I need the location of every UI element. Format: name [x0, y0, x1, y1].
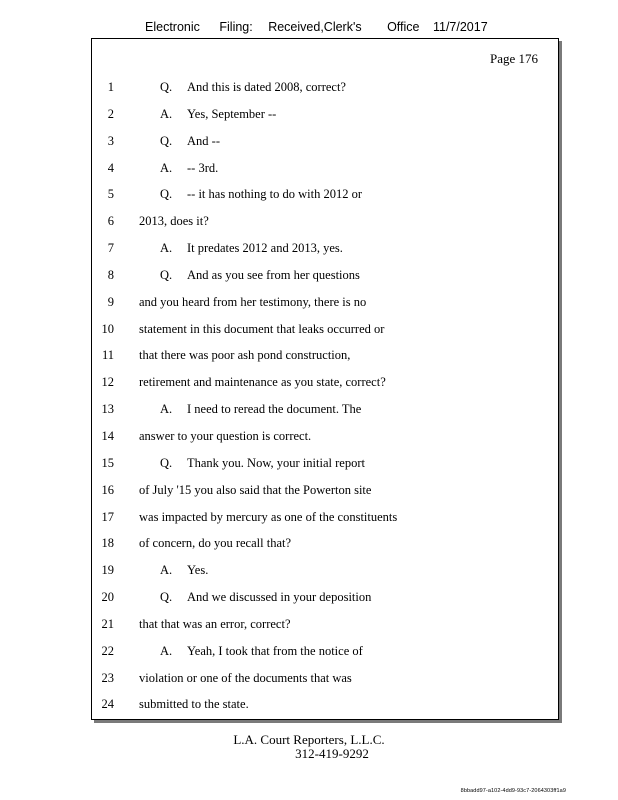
line-number: 9: [107, 294, 114, 309]
transcript-page: [91, 38, 559, 720]
transcript-line: [92, 557, 558, 584]
line-content: I need to reread the document. The: [187, 402, 362, 417]
transcript-line: [92, 369, 558, 396]
transcript-line: [92, 235, 558, 262]
transcript-line: [92, 289, 558, 316]
line-text: [160, 557, 208, 584]
line-text: [139, 611, 291, 638]
line-content: answer to your question is correct.: [139, 428, 312, 443]
transcript-line: [92, 530, 558, 557]
transcript-line: [92, 450, 558, 477]
line-text: [160, 74, 346, 101]
line-content: Thank you. Now, your initial report: [187, 455, 365, 470]
line-content: It predates 2012 and 2013, yes.: [187, 241, 343, 256]
line-text: [139, 208, 209, 235]
filing-header-electronic: Electronic: [145, 20, 200, 34]
speaker-label: Q.: [160, 133, 173, 148]
speaker-label: Q.: [160, 455, 173, 470]
speaker-label: A.: [160, 643, 173, 658]
line-number: 8: [107, 267, 114, 282]
line-number: 1: [107, 80, 114, 94]
line-text: [160, 155, 218, 182]
line-content: statement in this document that leaks occurred or: [139, 321, 385, 336]
line-text: [139, 504, 397, 531]
line-text: [139, 530, 291, 557]
speaker-label: A.: [160, 402, 173, 417]
line-text: [139, 369, 386, 396]
line-content: And this is dated 2008, correct?: [187, 80, 346, 94]
line-content: -- 3rd.: [187, 160, 219, 175]
line-content: of concern, do you recall that?: [139, 536, 292, 551]
transcript-line: [92, 342, 558, 369]
line-content: retirement and maintenance as you state, correct?: [139, 375, 386, 390]
footer-company: L.A. Court Reporters, L.L.C.: [233, 732, 385, 747]
speaker-label: A.: [160, 241, 173, 256]
document-id: 8bbadd97-a102-4dd9-93c7-2064303ff1a9: [460, 788, 566, 794]
transcript-body: [92, 74, 558, 718]
line-text: [160, 181, 362, 208]
filing-header-received: Received,Clerk's: [268, 20, 362, 34]
line-content: -- it has nothing to do with 2012 or: [187, 187, 362, 202]
line-number: 23: [101, 670, 114, 685]
line-number: 20: [101, 590, 114, 605]
line-number: 12: [101, 375, 114, 390]
line-number: 7: [107, 241, 114, 256]
line-number: 2: [107, 106, 114, 121]
line-content: Yes.: [187, 563, 209, 578]
transcript-line: [92, 584, 558, 611]
speaker-label: A.: [160, 160, 173, 175]
line-number: 5: [107, 187, 114, 202]
footer: [0, 733, 618, 761]
line-content: And --: [187, 133, 220, 148]
speaker-label: Q.: [160, 80, 173, 94]
line-number: 11: [101, 348, 114, 363]
line-content: and you heard from her testimony, there is no: [139, 294, 367, 309]
transcript-line: [92, 74, 558, 101]
line-text: [160, 128, 220, 155]
speaker-label: Q.: [160, 267, 173, 282]
filing-header: [145, 20, 488, 34]
transcript-line: [92, 691, 558, 718]
line-content: submitted to the state.: [139, 697, 249, 712]
page-number: Page 176: [489, 51, 538, 66]
line-content: that that was an error, correct?: [139, 616, 291, 631]
line-text: [139, 665, 352, 692]
transcript-line: [92, 101, 558, 128]
line-number: 16: [101, 482, 114, 497]
speaker-label: A.: [160, 563, 173, 578]
line-number: 13: [101, 402, 114, 417]
line-text: [160, 235, 343, 262]
line-number: 14: [101, 428, 114, 443]
line-text: [139, 477, 371, 504]
line-content: And we discussed in your deposition: [187, 590, 372, 605]
transcript-line: [92, 504, 558, 531]
line-text: [160, 584, 371, 611]
line-content: was impacted by mercury as one of the constituents: [139, 509, 398, 524]
line-content: that there was poor ash pond construction,: [139, 348, 351, 363]
line-number: 3: [107, 133, 114, 148]
line-text: [160, 638, 363, 665]
line-content: violation or one of the documents that was: [139, 670, 352, 685]
line-number: 4: [107, 160, 114, 175]
line-number: 10: [101, 321, 114, 336]
line-text: [160, 450, 365, 477]
transcript-line: [92, 477, 558, 504]
line-text: [139, 691, 249, 718]
line-number: 15: [101, 455, 114, 470]
line-text: [139, 289, 366, 316]
line-content: of July '15 you also said that the Powerton site: [139, 482, 372, 497]
line-number: 24: [101, 697, 114, 712]
speaker-label: Q.: [160, 187, 173, 202]
line-number: 17: [101, 509, 114, 524]
line-content: And as you see from her questions: [187, 267, 360, 282]
line-number: 21: [101, 616, 114, 631]
line-text: [160, 101, 276, 128]
line-text: [160, 396, 361, 423]
line-text: [139, 423, 311, 450]
line-text: [139, 342, 350, 369]
transcript-line: [92, 665, 558, 692]
filing-header-office: Office: [387, 20, 420, 34]
transcript-line: [92, 423, 558, 450]
line-number: 19: [101, 563, 114, 578]
filing-header-date: 11/7/2017: [432, 20, 488, 34]
line-number: 6: [107, 214, 114, 229]
transcript-line: [92, 638, 558, 665]
transcript-line: [92, 155, 558, 182]
filing-header-filing: Filing:: [219, 20, 253, 34]
line-text: [160, 262, 360, 289]
transcript-line: [92, 611, 558, 638]
transcript-line: [92, 128, 558, 155]
transcript-line: [92, 316, 558, 343]
footer-phone: 312-419-9292: [295, 746, 369, 761]
line-content: Yes, September --: [187, 106, 277, 121]
speaker-label: A.: [160, 106, 173, 121]
line-number: 18: [101, 536, 114, 551]
transcript-line: [92, 181, 558, 208]
transcript-line: [92, 262, 558, 289]
line-content: 2013, does it?: [139, 214, 209, 229]
speaker-label: Q.: [160, 590, 173, 605]
line-content: Yeah, I took that from the notice of: [187, 643, 363, 658]
transcript-line: [92, 396, 558, 423]
line-number: 22: [101, 643, 114, 658]
transcript-line: [92, 208, 558, 235]
line-text: [139, 316, 384, 343]
